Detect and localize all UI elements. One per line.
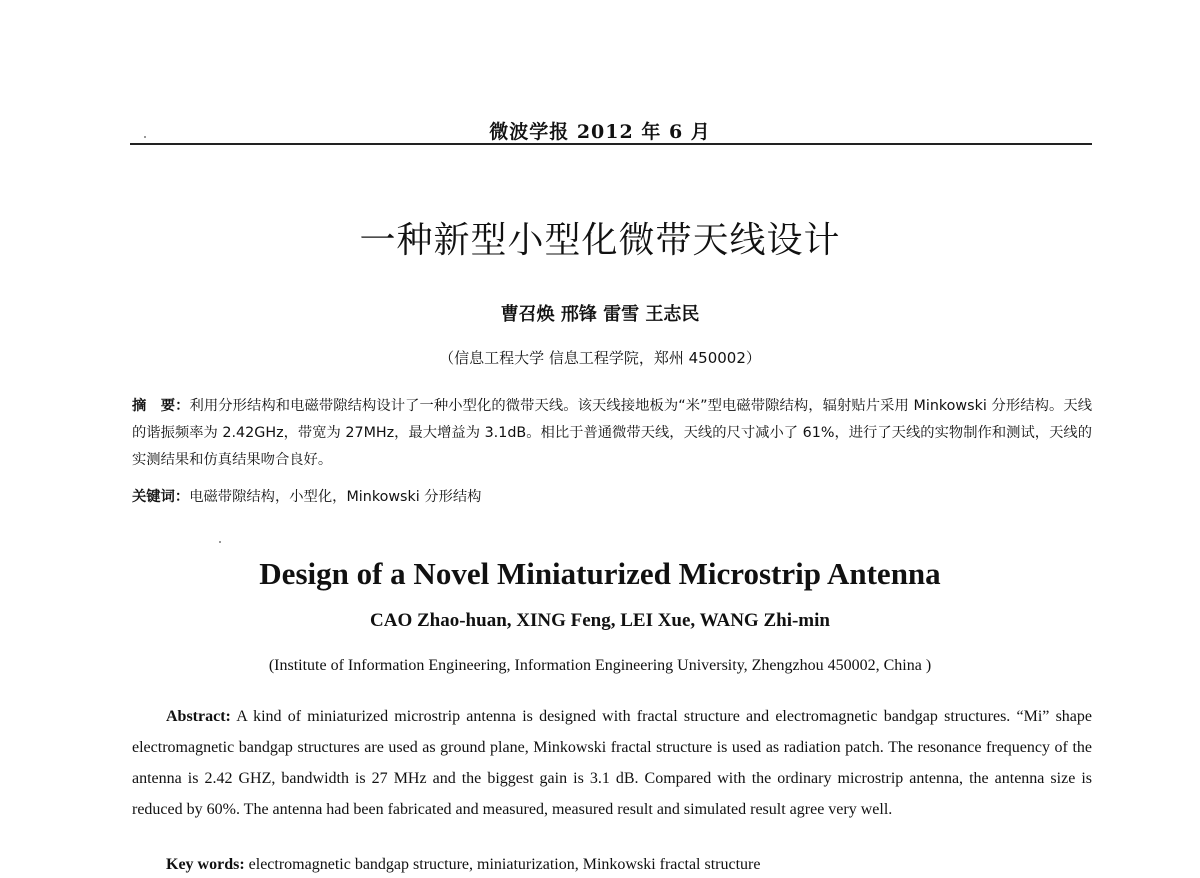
header-rule [130, 143, 1092, 145]
english-abstract [132, 701, 1092, 825]
chinese-keywords-label: 关键词： [132, 489, 190, 505]
chinese-keywords-text: 电磁带隙结构，小型化，Minkowski 分形结构 [189, 489, 482, 505]
chinese-abstract-text: 利用分形结构和电磁带隙结构设计了一种小型化的微带天线。该天线接地板为“米”型电磁带隙结构，辐射贴片采用 Minkowski 分形结构。天线的谐振频率为 2.42GHz，带宽为 27MHz，最大增益为 3.1dB。相比于普通微带天线，天线的尺寸减小了 61%，进行了天线的实物制作和测试，天线的实测结果和仿真结果吻合良好。 [132, 398, 1092, 468]
english-authors: CAO Zhao-huan, XING Feng, LEI Xue, WANG Zhi-min [370, 610, 830, 631]
english-abstract-label: Abstract: [166, 708, 231, 725]
english-keywords-text: electromagnetic bandgap structure, miniaturization, Minkowski fractal structure [248, 856, 761, 873]
english-keywords-label: Key words: [166, 856, 245, 873]
journal-header: 微波学报 2012 年 6 月 [489, 121, 711, 143]
english-abstract-text: A kind of miniaturized microstrip antenna is designed with fractal structure and electromagnetic bandgap structures. “Mi” shape electromagnetic bandgap structures are used as ground plane, Minkowski fractal structure is used as radiation patch. The resonance frequency of the antenna is 2.42 GHZ, bandwidth is 27 MHz and the biggest gain is 3.1 dB. Compared with the ordinary microstrip antenna, the antenna size is reduced by 60%. The antenna had been fabricated and measured, measured result and simulated result agree very well. [132, 708, 1092, 818]
chinese-title: 一种新型小型化微带天线设计 [359, 220, 841, 261]
scan-speck [219, 541, 221, 543]
chinese-authors: 曹召焕 邢锋 雷雪 王志民 [500, 304, 700, 325]
english-affiliation: (Institute of Information Engineering, Information Engineering University, Zhengzhou 450002, China ) [268, 657, 932, 674]
english-keywords [166, 856, 1092, 874]
english-title: Design of a Novel Miniaturized Microstrip Antenna [259, 556, 941, 591]
chinese-keywords [132, 486, 1092, 506]
scan-speck [144, 136, 146, 138]
chinese-affiliation: （信息工程大学 信息工程学院，郑州 450002） [439, 349, 761, 367]
chinese-abstract [132, 393, 1092, 474]
chinese-abstract-label: 摘 要： [132, 398, 190, 414]
